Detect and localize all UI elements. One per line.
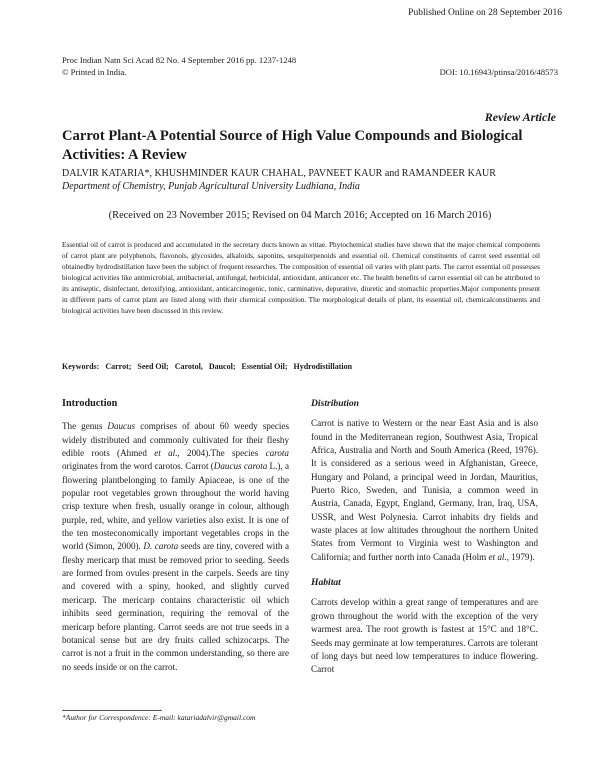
keywords-label: Keywords: [62,362,100,371]
doi[interactable]: DOI: 10.16943/ptinsa/2016/48573 [439,67,558,77]
paper-title: Carrot Plant-A Potential Source of High Value Compounds and Biological Activities: A Review [62,128,523,163]
habitat-paragraph: Carrots develop within a great range of temperatures and are grown throughout the world with the exception of the very warmest area. The root growth is fastest at 15°C and 18°C. Seeds may germinate at low temperatures. Carrots are tolerant of long days but need low temperatures to induce flowering. Carrot [311,597,538,675]
right-column [311,397,538,677]
footnote-correspondence: *Author for Correspondence: E-mail: katariadalvir@gmail.com [62,713,256,722]
left-column [62,397,289,674]
section-heading-introduction: Introduction [62,398,118,409]
keywords [62,362,356,371]
keyword: Hydrodistillation [293,362,353,371]
received-dates: (Received on 23 November 2015; Revised on 04 March 2016; Accepted on 16 March 2016) [108,210,492,221]
journal-citation: Proc Indian Natn Sci Acad 82 No. 4 September 2016 pp. 1237-1248 [62,55,297,65]
keyword: Carotol, [174,362,203,371]
keyword: Seed Oil; [137,362,169,371]
article-type: Review Article [484,110,556,124]
section-heading-distribution: Distribution [311,398,359,409]
introduction-paragraph: The genus Daucus comprises of about 60 weedy species widely distributed and commonly cultivated for their fleshy edible roots (Ahmed et al., 2004).The species carota originates from the word carotos. Carrot (Daucus carota L.), a flowering plantbelonging to family Apiaceae, is one of the popular root vegetables grown throughout the world having crisp texture when fresh, usually orange in colour, although purple, red, white, and yellow varieties also exist. It is one of the ten mosteconomically important vegetables crops in the world (Simon, 2000). D. carota seeds are tiny, covered with a fleshy mericarp that must be removed prior to seeding. Seeds are formed from ovules present in the carpels. Seeds are tiny and covered with a spiny, hooked, and slightly curved mericarp. The mericarp contains characteristic oil which inhibits seed germination, requiring the removal of the mericarp before planting. Carrot seeds are not true seeds in a botanical sense but are dry fruits called schizocarps. The carrot is not a fruit in the common understanding, so there are no seeds inside or on the carrot. [62,421,289,672]
distribution-paragraph: Carrot is native to Western or the near East Asia and is also found in the Mediterranean region, Southwest Asia, Tropical Africa, Australia and North and South America (Reed, 1976). It is considered as a serious weed in Afghanistan, Greece, Hungary and Poland, a principal weed in Jordan, Mauritius, Puerto Rico, Sweden, and Tunisia, a common weed in Austria, Canada, Egypt, England, Germany, Iran, Iraq, USA, USSR, and West Polynesia. Carrot inhabits dry fields and waste places at low altitudes throughout the northern United States from Vermont to Virginia west to Washington and California; and further north into Canada (Holm et al., 1979). [311,418,538,562]
published-date: Published Online on 28 September 2016 [408,8,562,18]
author-list: DALVIR KATARIA*, KHUSHMINDER KAUR CHAHAL, PAVNEET KAUR and RAMANDEER KAUR [62,168,496,179]
keyword: Essential Oil; [241,362,288,371]
keyword: Carrot; [105,362,132,371]
section-heading-habitat: Habitat [311,577,341,589]
keyword: Daucol; [208,362,236,371]
printed-notice: © Printed in India. [62,67,127,77]
affiliation: Department of Chemistry, Punjab Agricultural University Ludhiana, India [62,181,360,192]
abstract: Essential oil of carrot is produced and accumulated in the secretary ducts known as vittae. Phytochemical studies have shown that the major chemical components of carrot plant are polyphenols, flavonols, glycosides, alkaloids, saponins, sesquiterpenoids and essential oil. Chemical constituents of carrot seed essential oil obtainedby hydrodistillation have been the subject of frequent researches. The composition of essential oil varies with plant parts. The carrot essential oil possesses biological activities like antimicrobial, antibacterial, antifungal, herbicidal, antioxidant, anticancer etc. The health benefits of carrot essential oil can be attributed to its antiseptic, disinfectant, detoxifying, antioxidant, anticarcinogenic, tonic, carminative, depurative, diuretic and stomachic properties.Major components present in different parts of carrot plant are listed along with their chemical composition. The morphological details of plant, its essential oil, chemicalconstituents and biological activities have been discussed in this review. [62,240,540,315]
footnote-divider [62,710,162,711]
